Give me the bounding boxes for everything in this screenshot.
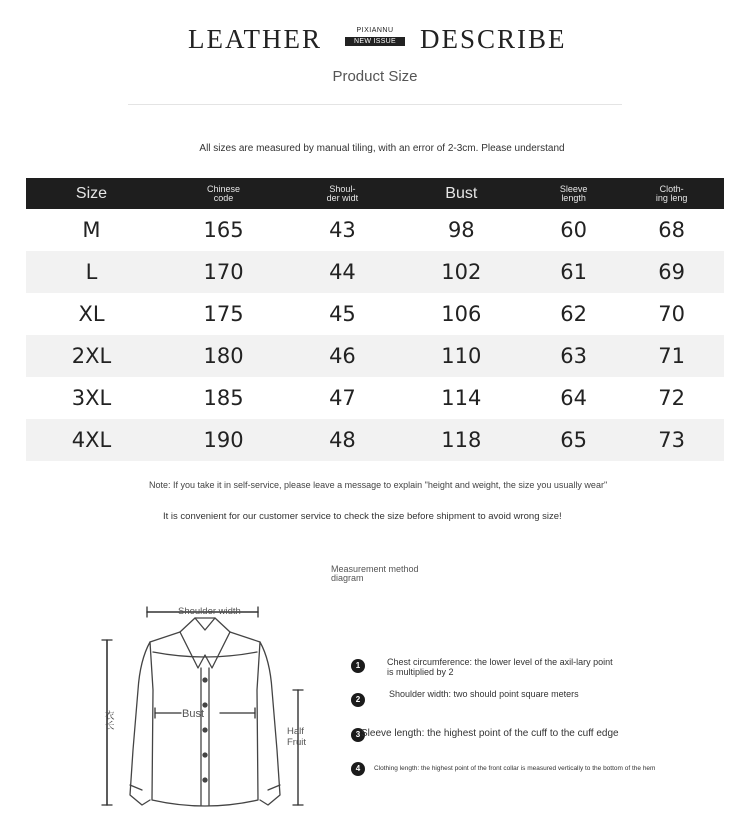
number-badge: 3 [351, 728, 365, 742]
number-badge: 4 [351, 762, 365, 776]
table-row [26, 251, 724, 293]
divider [128, 104, 622, 105]
shoulder-width-label: Shoulder width [178, 606, 241, 617]
table-cell: 65 [528, 419, 619, 461]
table-cell: 170 [157, 251, 290, 293]
table-cell: 68 [658, 218, 685, 242]
table-cell: 70 [658, 302, 685, 326]
badge-text-top: PIXIANNU [356, 27, 394, 34]
number-badge: 1 [351, 659, 365, 673]
table-cell: 47 [329, 386, 356, 410]
table-cell: 63 [528, 335, 619, 377]
column-header [26, 178, 157, 209]
bust-label: Bust [182, 708, 205, 720]
column-header [619, 178, 724, 209]
table-cell: 185 [203, 386, 244, 410]
brand-badge [345, 27, 405, 46]
page-header [0, 20, 750, 60]
legend-text: Chest circumference: the lower level of the axil-lary point is multiplied by 2 [387, 657, 613, 677]
column-header-text: der widt [326, 192, 359, 203]
table-cell: 61 [528, 251, 619, 293]
page-subtitle: Product Size [332, 68, 418, 85]
badge-text-bottom: NEW ISSUE [345, 37, 405, 46]
column-header [290, 178, 395, 209]
column-header [528, 178, 619, 209]
table-cell: 98 [447, 218, 475, 242]
column-header-text: length [561, 192, 586, 203]
brand-title-right: DESCRIBE [420, 24, 567, 54]
table-cell: 110 [395, 335, 528, 377]
table-row [26, 209, 724, 251]
column-header-text: Sleeve [559, 183, 588, 194]
legend-text: Clothing length: the highest point of the front collar is measured vertically to the bottom of the hem [374, 765, 656, 772]
intro-text: All sizes are measured by manual tiling, with an error of 2-3cm. Please understand [199, 143, 565, 154]
table-cell: 4XL [26, 419, 157, 461]
length-label: 衣长 [102, 710, 113, 730]
table-cell: 46 [290, 335, 395, 377]
table-cell: 72 [658, 386, 685, 410]
table-cell: 118 [395, 419, 528, 461]
column-header-text: Cloth- [659, 183, 684, 194]
column-header [395, 178, 528, 209]
number-badge: 2 [351, 693, 365, 707]
diagram-title: Measurement method diagram [331, 564, 419, 583]
column-header [157, 178, 290, 209]
table-cell: 45 [329, 302, 356, 326]
table-cell: 180 [157, 335, 290, 377]
table-cell: 69 [619, 251, 724, 293]
shirt-diagram [95, 600, 325, 825]
table-cell: 71 [619, 335, 724, 377]
legend-text: Sleeve length: the highest point of the cuff to the cuff edge [361, 728, 619, 739]
table-cell: 165 [203, 218, 244, 242]
column-header-text: Bust [445, 184, 478, 202]
table-cell: 73 [619, 419, 724, 461]
table-cell: M [82, 218, 101, 242]
note-secondary-text: It is convenient for our customer service to check the size before shipment to avoid wrong size! [163, 511, 562, 522]
table-cell: XL [78, 302, 105, 326]
table-cell: 43 [329, 218, 356, 242]
table-header-row [26, 178, 724, 209]
table-cell: 102 [395, 251, 528, 293]
half-fruit-label: Half Fruit [287, 726, 306, 748]
table-cell: 48 [290, 419, 395, 461]
brand-title-left: LEATHER [188, 24, 322, 54]
table-cell: 60 [560, 218, 587, 242]
table-cell: 190 [157, 419, 290, 461]
table-cell: 64 [560, 386, 587, 410]
table-cell: 106 [441, 302, 482, 326]
table-body [26, 209, 724, 461]
size-table [26, 178, 724, 461]
table-cell: 44 [290, 251, 395, 293]
table-cell: L [26, 251, 157, 293]
table-cell: 2XL [26, 335, 157, 377]
column-header-text: code [213, 192, 234, 203]
column-header-text: Shoul- [329, 183, 356, 194]
column-header-text: Chinese [207, 183, 241, 194]
table-row [26, 377, 724, 419]
table-row [26, 293, 724, 335]
column-header-text: Size [75, 184, 108, 202]
table-row [26, 419, 724, 461]
table-cell: 175 [203, 302, 244, 326]
table-cell: 3XL [71, 386, 112, 410]
table-cell: 62 [560, 302, 587, 326]
table-cell: 114 [441, 386, 482, 410]
note-text: Note: If you take it in self-service, please leave a message to explain "height and weight, the size you usually wear" [149, 480, 608, 490]
legend-text: Shoulder width: two should point square meters [389, 689, 579, 699]
column-header-text: ing leng [655, 192, 688, 203]
table-row [26, 335, 724, 377]
